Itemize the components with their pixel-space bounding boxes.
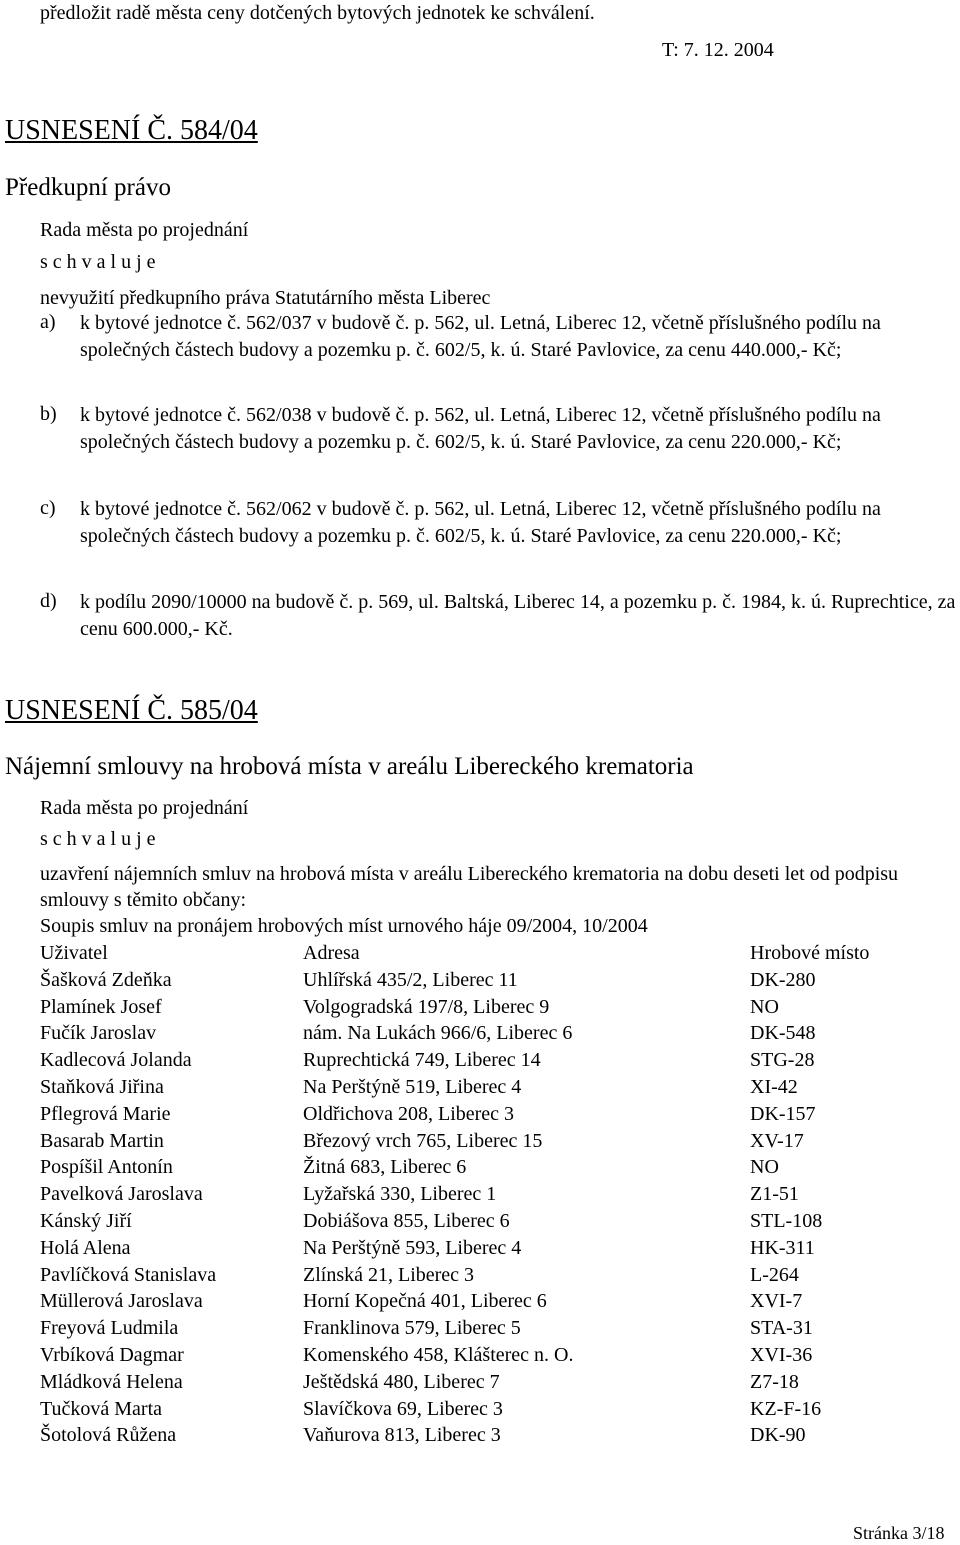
- cell-address: Horní Kopečná 401, Liberec 6: [303, 1290, 547, 1313]
- item-text: k bytové jednotce č. 562/038 v budově č. p. 562, ul. Letná, Liberec 12, včetně příslušného podílu na společných částech budovy a pozemku p. č. 602/5, k. ú. Staré Pavlovice, za cenu 220.000,- Kč;: [80, 404, 881, 453]
- cell-address: Dobiášova 855, Liberec 6: [303, 1209, 510, 1232]
- cell-address: Vaňurova 813, Liberec 3: [303, 1424, 501, 1447]
- cell-grave: XVI-36: [750, 1343, 813, 1366]
- cell-address: nám. Na Lukách 966/6, Liberec 6: [303, 1022, 573, 1045]
- cell-address: Slavíčkova 69, Liberec 3: [303, 1397, 503, 1420]
- cell-grave: DK-90: [750, 1424, 806, 1447]
- users-table: [40, 941, 950, 1450]
- cell-grave: STG-28: [750, 1049, 815, 1072]
- intro-line: nevyužití předkupního práva Statutárního města Liberec: [40, 287, 491, 309]
- table-row: [40, 1182, 950, 1209]
- table-row: [40, 1209, 950, 1236]
- table-row: [40, 1236, 950, 1263]
- item-mark: a): [40, 311, 56, 333]
- cell-address: Zlínská 21, Liberec 3: [303, 1263, 475, 1286]
- table-row: [40, 1370, 950, 1397]
- cell-address: Franklinova 579, Liberec 5: [303, 1317, 521, 1340]
- cell-grave: NO: [750, 995, 779, 1018]
- table-row: [40, 1263, 950, 1290]
- resolution-584-title: Předkupní právo: [5, 174, 171, 201]
- cell-user: Pospíšil Antonín: [40, 1156, 173, 1179]
- cell-grave: DK-280: [750, 968, 816, 991]
- cell-user: Šotolová Růžena: [40, 1424, 177, 1447]
- cell-address: Komenského 458, Klášterec n. O.: [303, 1343, 574, 1366]
- item-text: k bytové jednotce č. 562/062 v budově č. p. 562, ul. Letná, Liberec 12, včetně příslušného podílu na společných částech budovy a pozemku p. č. 602/5, k. ú. Staré Pavlovice, za cenu 220.000,- Kč;: [80, 498, 881, 547]
- cell-user: Tučková Marta: [40, 1397, 163, 1420]
- cell-address: Na Perštýně 519, Liberec 4: [303, 1075, 522, 1098]
- cell-user: Staňková Jiřina: [40, 1075, 164, 1098]
- resolution-585-heading: USNESENÍ Č. 585/04: [5, 695, 258, 726]
- column-header-user: Uživatel: [40, 942, 108, 964]
- verb-schvaluje: s c h v a l u j e: [40, 828, 156, 850]
- table-row: [40, 1397, 950, 1424]
- table-row: [40, 968, 950, 995]
- cell-user: Müllerová Jaroslava: [40, 1290, 203, 1313]
- cell-address: Volgogradská 197/8, Liberec 9: [303, 995, 550, 1018]
- rada-line: Rada města po projednání: [40, 219, 249, 241]
- verb-schvaluje: s c h v a l u j e: [40, 251, 156, 273]
- table-row: [40, 1021, 950, 1048]
- table-row: [40, 1423, 950, 1450]
- cell-grave: XV-17: [750, 1129, 804, 1152]
- resolution-584-heading: USNESENÍ Č. 584/04: [5, 115, 258, 146]
- table-row: [40, 995, 950, 1022]
- cell-grave: STA-31: [750, 1317, 813, 1340]
- cell-address: Ruprechtická 749, Liberec 14: [303, 1049, 541, 1072]
- cell-address: Ještědská 480, Liberec 7: [303, 1370, 500, 1393]
- cell-grave: XI-42: [750, 1075, 798, 1098]
- cell-address: Oldřichova 208, Liberec 3: [303, 1102, 515, 1125]
- cell-user: Pavelková Jaroslava: [40, 1183, 203, 1206]
- table-row: [40, 1316, 950, 1343]
- cell-grave: XVI-7: [750, 1290, 803, 1313]
- cell-user: Vrbíková Dagmar: [40, 1343, 184, 1366]
- table-row: [40, 1048, 950, 1075]
- cell-user: Holá Alena: [40, 1236, 131, 1259]
- paragraph-text: uzavření nájemních smluv na hrobová místa v areálu Libereckého krematoria na dobu deseti let od podpisu smlouvy s těmito občany:: [40, 863, 899, 911]
- cell-user: Kánský Jiří: [40, 1209, 132, 1232]
- cell-user: Kadlecová Jolanda: [40, 1049, 192, 1072]
- cell-address: Březový vrch 765, Liberec 15: [303, 1129, 543, 1152]
- cell-address: Lyžařská 330, Liberec 1: [303, 1183, 497, 1206]
- cell-grave: KZ-F-16: [750, 1397, 822, 1420]
- cell-user: Mládková Helena: [40, 1370, 183, 1393]
- soupis-line: Soupis smluv na pronájem hrobových míst urnového háje 09/2004, 10/2004: [40, 915, 648, 937]
- table-row: [40, 1155, 950, 1182]
- item-text: k podílu 2090/10000 na budově č. p. 569, ul. Baltská, Liberec 14, a pozemku p. č. 1984, k. ú. Ruprechtice, za cenu 600.000,- Kč.: [80, 591, 956, 640]
- table-row: [40, 1102, 950, 1129]
- cell-grave: Z7-18: [750, 1370, 799, 1393]
- page-number: Stránka 3/18: [853, 1523, 945, 1543]
- cell-user: Plamínek Josef: [40, 995, 162, 1018]
- deadline: T: 7. 12. 2004: [662, 39, 774, 61]
- table-row: [40, 1075, 950, 1102]
- cell-address: Žitná 683, Liberec 6: [303, 1156, 467, 1179]
- column-header-address: Adresa: [303, 942, 360, 964]
- cell-user: Pflegrová Marie: [40, 1102, 171, 1125]
- cell-grave: Z1-51: [750, 1183, 799, 1206]
- rada-line: Rada města po projednání: [40, 797, 249, 819]
- table-row: [40, 1343, 950, 1370]
- cell-user: Freyová Ludmila: [40, 1317, 179, 1340]
- item-mark: d): [40, 590, 57, 612]
- item-mark: c): [40, 497, 56, 519]
- item-mark: b): [40, 403, 57, 425]
- cell-grave: DK-157: [750, 1102, 816, 1125]
- cell-grave: HK-311: [750, 1236, 815, 1259]
- cell-user: Basarab Martin: [40, 1129, 164, 1152]
- resolution-585-title: Nájemní smlouvy na hrobová místa v areálu Libereckého krematoria: [5, 753, 694, 780]
- item-text: k bytové jednotce č. 562/037 v budově č. p. 562, ul. Letná, Liberec 12, včetně příslušného podílu na společných částech budovy a pozemku p. č. 602/5, k. ú. Staré Pavlovice, za cenu 440.000,- Kč;: [80, 312, 881, 361]
- cell-grave: DK-548: [750, 1022, 816, 1045]
- column-header-grave: Hrobové místo: [750, 942, 870, 964]
- table-row: [40, 1289, 950, 1316]
- cell-user: Fučík Jaroslav: [40, 1022, 157, 1045]
- cell-grave: NO: [750, 1156, 779, 1179]
- table-row: [40, 1129, 950, 1156]
- cell-grave: STL-108: [750, 1209, 823, 1232]
- top-line: předložit radě města ceny dotčených bytových jednotek ke schválení.: [40, 2, 595, 24]
- cell-address: Uhlířská 435/2, Liberec 11: [303, 968, 518, 991]
- cell-user: Šašková Zdeňka: [40, 968, 172, 991]
- table-header-row: [40, 941, 950, 968]
- cell-grave: L-264: [750, 1263, 799, 1286]
- cell-user: Pavlíčková Stanislava: [40, 1263, 217, 1286]
- cell-address: Na Perštýně 593, Liberec 4: [303, 1236, 522, 1259]
